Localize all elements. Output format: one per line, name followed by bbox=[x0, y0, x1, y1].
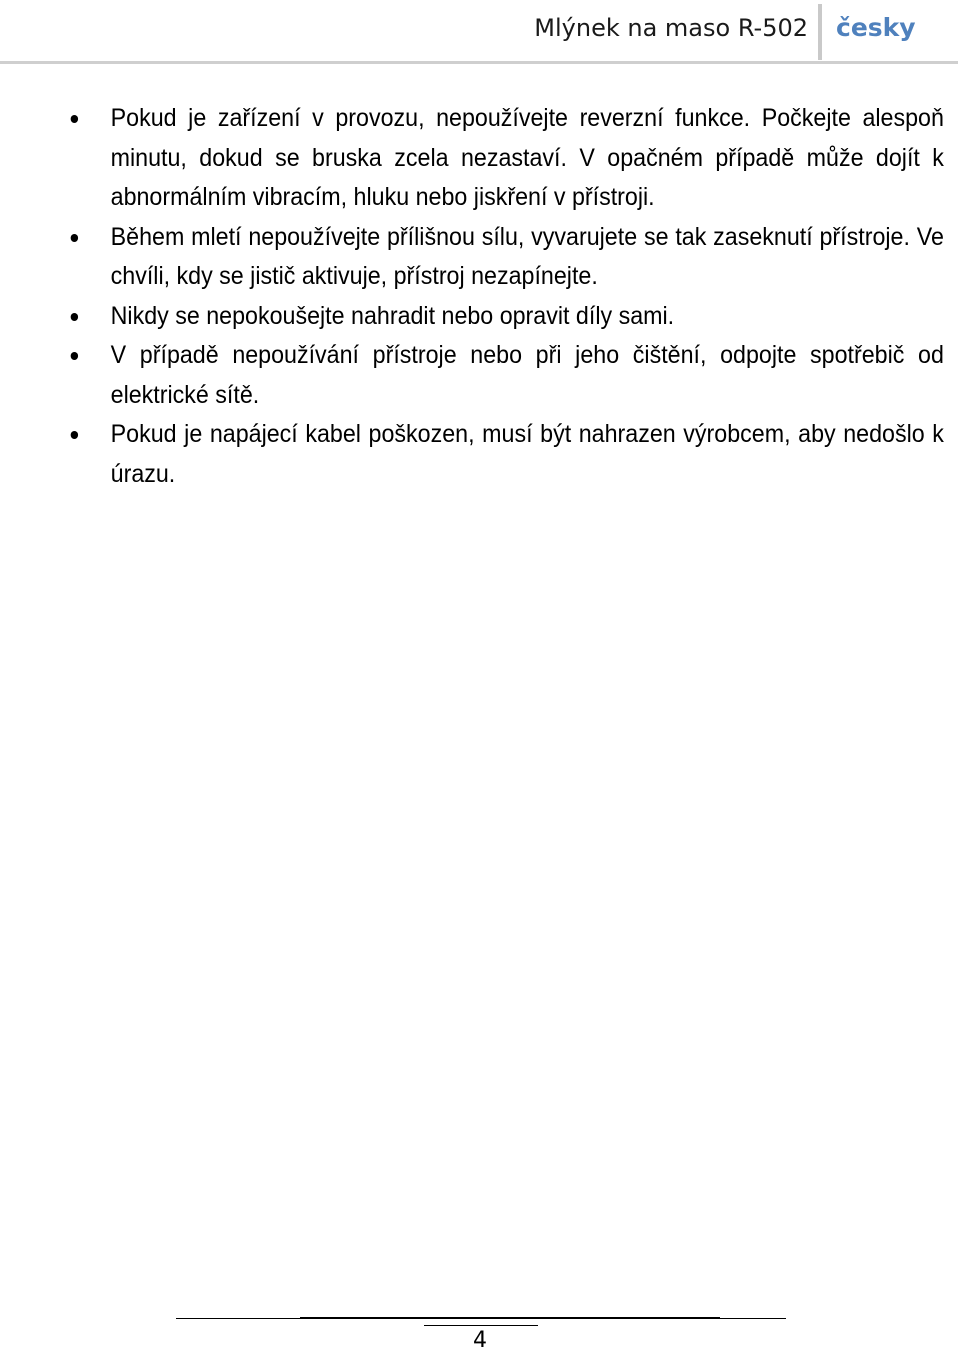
main-content bbox=[66, 99, 944, 494]
list-item bbox=[66, 336, 944, 415]
safety-bullet-list bbox=[66, 99, 944, 494]
header-divider bbox=[818, 4, 822, 60]
bullet-icon bbox=[71, 352, 78, 360]
list-item bbox=[66, 99, 944, 218]
list-item-text: Pokud je napájecí kabel poškozen, musí být nahrazen výrobcem, aby nedošlo k úrazu. bbox=[110, 420, 944, 488]
footer-rule bbox=[424, 1325, 538, 1326]
page-header bbox=[0, 0, 960, 64]
document-title: Mlýnek na maso R-502 bbox=[534, 14, 808, 42]
list-item-text: Pokud je zařízení v provozu, nepoužívejte reverzní funkce. Počkejte alespoň minutu, dokud se bruska zcela nezastaví. V opačném případě může dojít k abnormálním vibracím, hluku nebo jiskření v přístroji. bbox=[110, 104, 944, 211]
footer-rules bbox=[0, 1310, 960, 1330]
bullet-icon bbox=[71, 234, 78, 242]
list-item bbox=[66, 297, 944, 337]
list-item-text: V případě nepoužívání přístroje nebo při jeho čištění, odpojte spotřebič od elektrické sítě. bbox=[110, 341, 944, 409]
bullet-icon bbox=[71, 313, 78, 321]
list-item bbox=[66, 415, 944, 494]
list-item-text: Během mletí nepoužívejte přílišnou sílu, vyvarujete se tak zaseknutí přístroje. Ve chvíli, kdy se jistič aktivuje, přístroj nezapínejte. bbox=[110, 222, 944, 290]
list-item bbox=[66, 218, 944, 297]
list-item-text: Nikdy se nepokoušejte nahradit nebo opravit díly sami. bbox=[110, 301, 675, 330]
bullet-icon bbox=[71, 431, 78, 439]
page-number: 4 bbox=[473, 1328, 487, 1353]
bullet-icon bbox=[71, 115, 78, 123]
footer-rule bbox=[300, 1317, 720, 1319]
header-rule bbox=[0, 61, 958, 64]
language-label: česky bbox=[836, 13, 916, 42]
